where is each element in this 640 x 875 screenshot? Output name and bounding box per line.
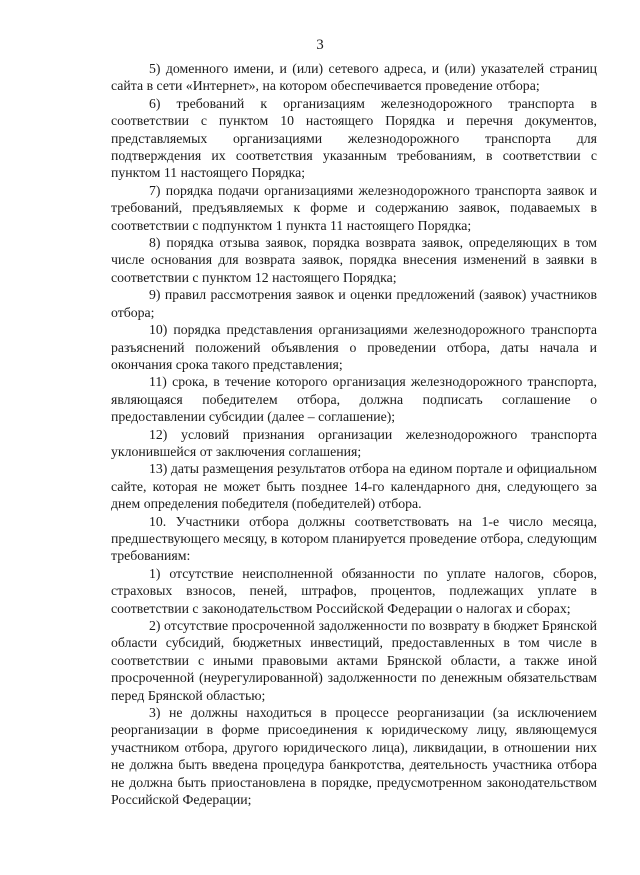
list-item-5-domain-name: 5) доменного имени, и (или) сетевого адреса, и (или) указателей страниц сайта в сети «Интернет», на котором обеспечивается проведение отбора;: [111, 61, 597, 94]
requirement-1-no-tax-debt: 1) отсутствие неисполненной обязанности по уплате налогов, сборов, страховых взносов, пеней, штрафов, процентов, подлежащих уплате в соответствии с законодательством Российской Федерации о налогах и сборах;: [111, 565, 597, 616]
list-item-11-signing-deadline: 11) срока, в течение которого организация железнодорожного транспорта, являющаяся победителем отбора, должна подписать соглашение о предоставлении субсидии (далее – соглашение);: [111, 374, 597, 425]
list-item-6-requirements: 6) требований к организациям железнодорожного транспорта в соответствии с пунктом 10 настоящего Порядка и перечня документов, представляемых организациями железнодорожного транспорта для подтверждения их соответствия указанным требованиям, в соответствии с пунктом 11 настоящего Порядка;: [111, 95, 597, 181]
list-item-9-review-rules: 9) правил рассмотрения заявок и оценки предложений (заявок) участников отбора;: [111, 287, 597, 320]
list-item-12-evasion-conditions: 12) условий признания организации железнодорожного транспорта уклонившейся от заключения соглашения;: [111, 426, 597, 459]
clause-10-participant-requirements: 10. Участники отбора должны соответствовать на 1-е число месяца, предшествующего месяцу, в котором планируется проведение отбора, следующим требованиям:: [111, 513, 597, 564]
document-text: [111, 60, 597, 808]
requirement-2-no-overdue-debt: 2) отсутствие просроченной задолженности по возврату в бюджет Брянской области субсидий, бюджетных инвестиций, предоставленных в том числе в соответствии с иными правовыми актами Брянской области, а также иной просроченной (неурегулированной) задолженности по денежным обязательствам перед Брянской областью;: [111, 618, 597, 703]
list-item-10-clarifications: 10) порядка представления организациями железнодорожного транспорта разъяснений положений объявления о проведении отбора, даты начала и окончания срока такого представления;: [111, 322, 597, 372]
list-item-8-withdrawal-procedure: 8) порядка отзыва заявок, порядка возврата заявок, определяющих в том числе основания для возврата заявок, порядка внесения изменений в заявки в соответствии с пунктом 12 настоящего Порядка;: [111, 235, 597, 285]
list-item-7-submission-procedure: 7) порядка подачи организациями железнодорожного транспорта заявок и требований, предъявляемых к форме и содержанию заявок, подаваемых в соответствии с подпунктом 1 пункта 11 настоящего Порядка;: [111, 182, 597, 233]
page-number: 3: [316, 37, 324, 53]
list-item-13-results-date: 13) даты размещения результатов отбора на едином портале и официальном сайте, которая не может быть позднее 14-го календарного дня, следующего за днем определения победителя (победителей) отбора.: [111, 461, 597, 512]
requirement-3-no-reorganization: 3) не должны находиться в процессе реорганизации (за исключением реорганизации в форме присоединения к юридическому лицу, являющемуся участником отбора, другого юридического лица), ликвидации, в отношении них не должна быть введена процедура банкротства, деятельность участника отбора не должна быть приостановлена в порядке, предусмотренном законодательством Российской Федерации;: [111, 705, 597, 808]
